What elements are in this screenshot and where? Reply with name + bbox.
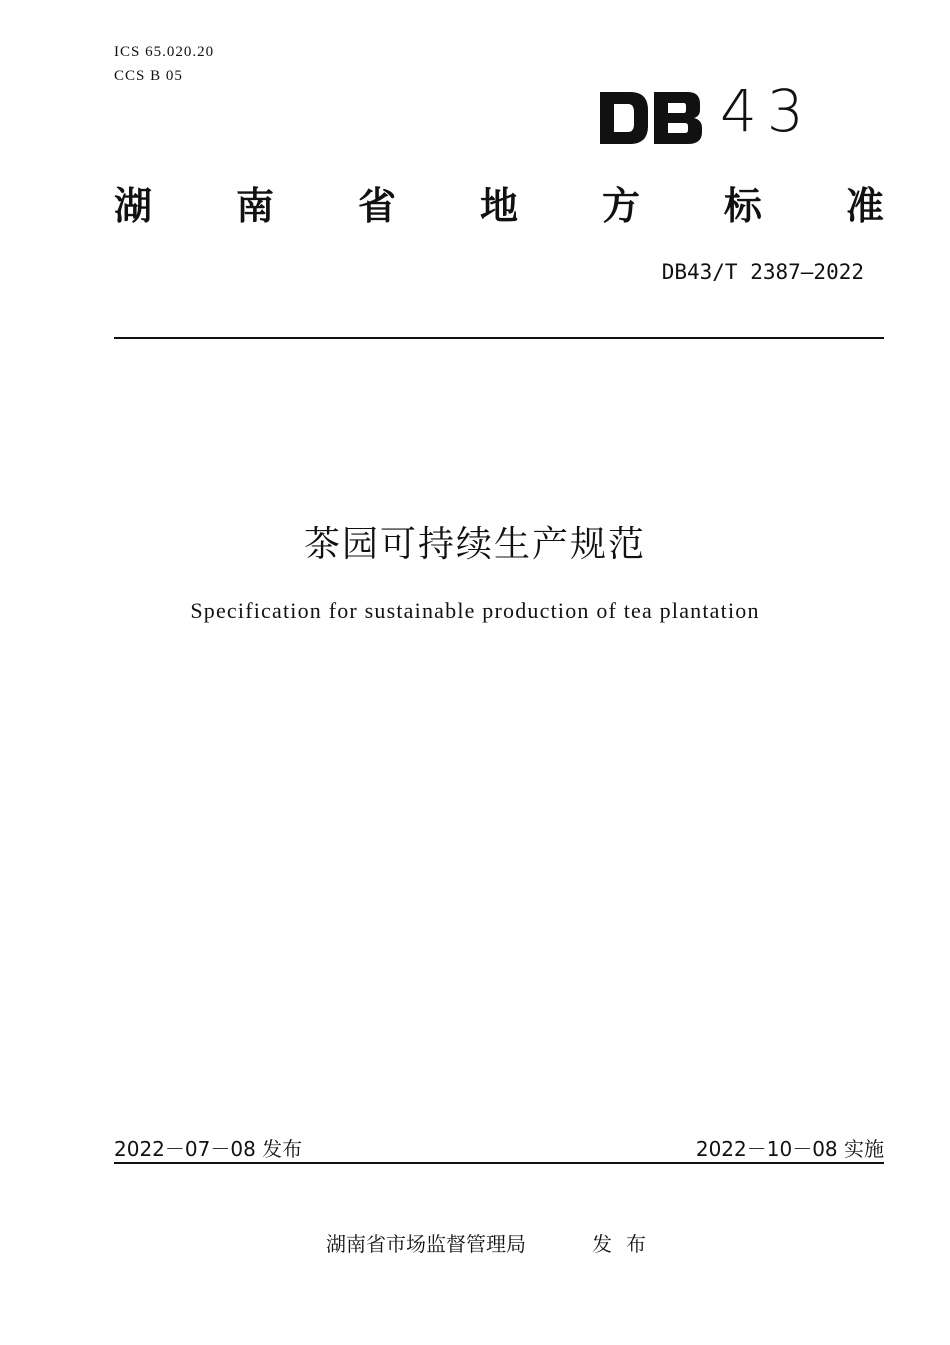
- db-province-number: 43: [720, 77, 814, 145]
- standard-type-char: 方: [601, 184, 640, 228]
- standard-type-char: 标: [723, 184, 762, 228]
- ics-code: ICS 65.020.20: [114, 44, 215, 60]
- standard-type-char: 地: [479, 184, 518, 228]
- db-logo: [600, 92, 702, 144]
- standard-type-char: 省: [357, 184, 396, 228]
- ccs-code: CCS B 05: [114, 68, 183, 84]
- publish-label: 发布: [592, 1232, 660, 1256]
- standard-number: DB43/T 2387—2022: [661, 260, 864, 284]
- issue-date: 2022－07－08 发布: [114, 1137, 303, 1161]
- standard-type-heading: [114, 178, 884, 234]
- top-divider: [114, 337, 884, 339]
- standard-type-char: 准: [845, 184, 884, 228]
- standard-type-char: 湖: [114, 184, 153, 228]
- title-chinese: 茶园可持续生产规范: [303, 524, 646, 565]
- publisher-name: 湖南省市场监督管理局: [326, 1232, 526, 1256]
- implementation-date: 2022－10－08 实施: [695, 1137, 884, 1161]
- standard-type-char: 南: [235, 184, 274, 228]
- title-english: Specification for sustainable production of tea plantation: [190, 598, 760, 623]
- bottom-divider: [114, 1162, 884, 1164]
